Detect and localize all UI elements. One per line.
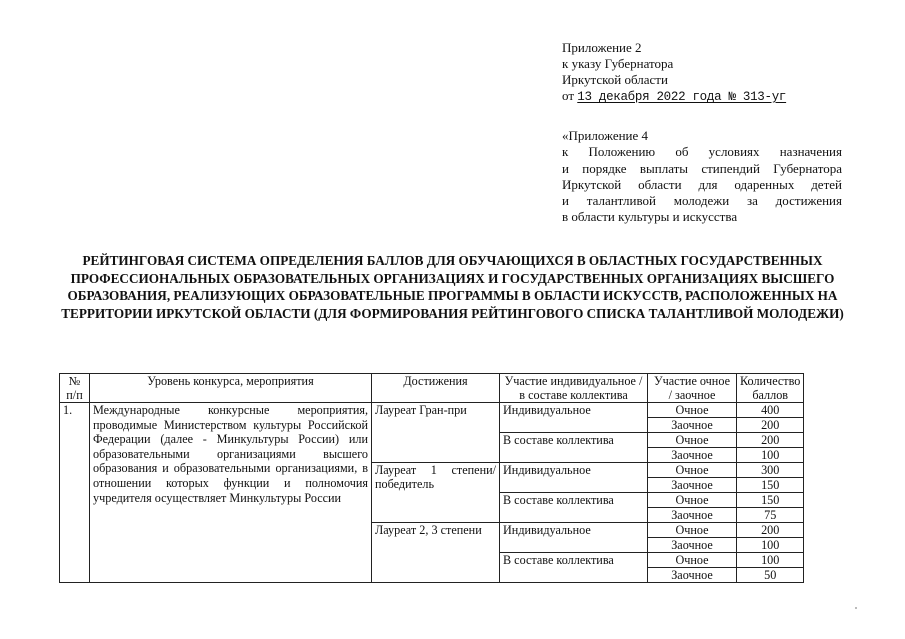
header-num: № п/п [60,374,90,403]
achievement-cell: Лауреат 2, 3 степени [372,523,500,583]
appendix-4-line: и порядке выплаты стипендий Губернатора [562,160,842,176]
header-achievement: Достижения [372,374,500,403]
appendix-4-line: и талантливой молодежи за достижения [562,193,842,209]
form-cell: Заочное [648,418,737,433]
header-participation: Участие индивидуальное / в составе коллектива [500,374,648,403]
form-cell: Заочное [648,508,737,523]
header-score: Количество баллов [737,374,804,403]
appendix-2-region: Иркутской области [562,72,668,87]
score-cell: 75 [737,508,804,523]
appendix-2-decree-ref: к указу Губернатора [562,56,674,71]
form-cell: Очное [648,553,737,568]
form-cell: Очное [648,403,737,418]
appendix-4-line: «Приложение 4 [562,128,649,143]
achievement-cell: Лауреат 1 степени/ победитель [372,463,500,523]
score-cell: 100 [737,448,804,463]
participation-cell: Индивидуальное [500,523,648,553]
score-cell: 200 [737,523,804,538]
rating-table [59,373,804,583]
contest-level: Международные конкурсные мероприятия, проводимые Министерством культуры Российской Федерации (далее - Минкультуры России) или образовательными организациями высшего образования и образовательными организациями, в отношении которых функции и полномочия учредителя осуществляет Минкультуры России [90,403,372,583]
appendix-2-date-number: 13 декабря 2022 года № 313-уг [577,90,787,104]
score-cell: 200 [737,433,804,448]
score-cell: 150 [737,493,804,508]
table-header-row [60,374,804,403]
score-cell: 200 [737,418,804,433]
participation-cell: В составе коллектива [500,433,648,463]
score-cell: 100 [737,538,804,553]
form-cell: Заочное [648,448,737,463]
appendix-2-date-prefix: от [562,88,575,103]
form-cell: Заочное [648,538,737,553]
score-cell: 150 [737,478,804,493]
score-cell: 400 [737,403,804,418]
participation-cell: В составе коллектива [500,493,648,523]
document-heading: РЕЙТИНГОВАЯ СИСТЕМА ОПРЕДЕЛЕНИЯ БАЛЛОВ ДЛЯ ОБУЧАЮЩИХСЯ В ОБЛАСТНЫХ ГОСУДАРСТВЕННЫХ ПРОФЕССИОНАЛЬНЫХ ОБРАЗОВАТЕЛЬНЫХ ОРГАНИЗАЦИЯХ И ГОСУДАРСТВЕННЫХ ОРГАНИЗАЦИЯХ ВЫСШЕГО ОБРАЗОВАНИЯ, РЕАЛИЗУЮЩИХ ОБРАЗОВАТЕЛЬНЫЕ ПРОГРАММЫ В ОБЛАСТИ ИСКУССТВ, РАСПОЛОЖЕННЫХ НА ТЕРРИТОРИИ ИРКУТСКОЙ ОБЛАСТИ (ДЛЯ ФОРМИРОВАНИЯ РЕЙТИНГОВОГО СПИСКА ТАЛАНТЛИВОЙ МОЛОДЕЖИ) [61,253,844,321]
header-level: Уровень конкурса, мероприятия [90,374,372,403]
appendix-2-block [562,40,842,105]
form-cell: Очное [648,433,737,448]
appendix-2-date-line [562,88,842,105]
appendix-2-title: Приложение 2 [562,40,642,55]
participation-cell: В составе коллектива [500,553,648,583]
score-cell: 50 [737,568,804,583]
score-cell: 100 [737,553,804,568]
form-cell: Заочное [648,568,737,583]
form-cell: Очное [648,493,737,508]
achievement-cell: Лауреат Гран-при [372,403,500,463]
appendix-4-line: к Положению об условиях назначения [562,144,842,160]
scan-speck [855,607,857,609]
participation-cell: Индивидуальное [500,403,648,433]
form-cell: Очное [648,523,737,538]
table-row [60,403,804,418]
appendix-4-line: в области культуры и искусства [562,209,738,225]
participation-cell: Индивидуальное [500,463,648,493]
appendix-4-line: Иркутской области для одаренных детей [562,176,842,192]
header-form: Участие очное / заочное [648,374,737,403]
form-cell: Заочное [648,478,737,493]
score-cell: 300 [737,463,804,478]
appendix-4-block [562,128,842,226]
row-number: 1. [60,403,90,583]
form-cell: Очное [648,463,737,478]
